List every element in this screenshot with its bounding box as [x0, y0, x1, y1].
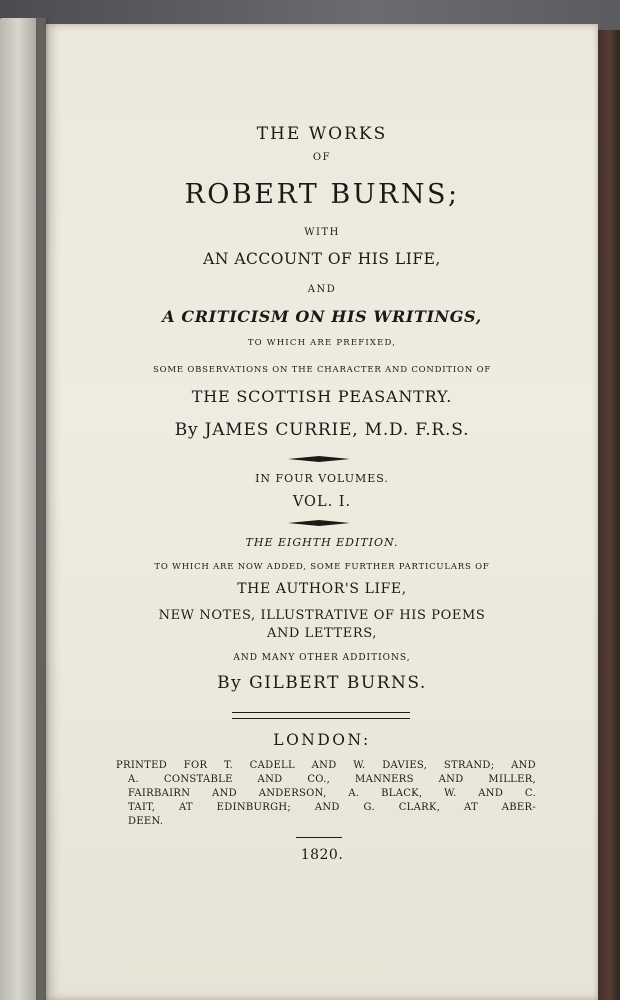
volume-number: VOL. I.: [292, 494, 352, 510]
line-and: AND: [307, 284, 337, 295]
publication-year: 1820.: [300, 847, 344, 863]
imprint-line: A. CONSTABLE AND CO., MANNERS AND MILLER,: [128, 774, 536, 785]
account-of-life: AN ACCOUNT OF HIS LIFE,: [203, 250, 441, 268]
editor-line: By JAMES CURRIE, M.D. F.R.S.: [174, 420, 470, 440]
author-name: ROBERT BURNS;: [184, 179, 460, 210]
heading-of: OF: [312, 152, 332, 163]
imprint-block: [116, 759, 536, 829]
imprint-line: TAIT, AT EDINBURGH; AND G. CLARK, AT ABER-: [128, 802, 536, 813]
short-rule: [296, 837, 342, 838]
imprint-line: FAIRBAIRN AND ANDERSON, A. BLACK, W. AND C.: [128, 788, 536, 799]
line-with: WITH: [304, 227, 340, 238]
ornamental-rule: [288, 520, 350, 526]
second-editor-line: By GILBERT BURNS.: [217, 673, 427, 693]
title-page: [46, 24, 598, 1000]
prefixed-line: TO WHICH ARE PREFIXED,: [247, 338, 397, 348]
imprint-line: DEEN.: [128, 816, 164, 827]
authors-life-line: THE AUTHOR'S LIFE,: [237, 581, 407, 597]
imprint-city: LONDON:: [273, 731, 371, 749]
imprint-line: PRINTED FOR T. CADELL AND W. DAVIES, STRAND; AND: [116, 760, 536, 771]
edition-line: THE EIGHTH EDITION.: [245, 536, 399, 549]
peasantry-line: THE SCOTTISH PEASANTRY.: [191, 387, 453, 406]
volumes-line: IN FOUR VOLUMES.: [255, 472, 389, 485]
criticism-line: A CRITICISM ON HIS WRITINGS,: [162, 307, 482, 326]
new-notes-line-2: AND LETTERS,: [266, 626, 378, 641]
other-additions-line: AND MANY OTHER ADDITIONS,: [233, 653, 411, 663]
heading-the-works: THE WORKS: [256, 124, 388, 144]
ornamental-rule: [288, 456, 350, 462]
double-rule: [232, 712, 410, 719]
observations-line: SOME OBSERVATIONS ON THE CHARACTER AND CONDITION OF: [152, 365, 492, 375]
additions-intro: TO WHICH ARE NOW ADDED, SOME FURTHER PARTICULARS OF: [154, 562, 490, 572]
new-notes-line-1: NEW NOTES, ILLUSTRATIVE OF HIS POEMS: [158, 608, 486, 623]
spine-shadow: [36, 18, 50, 1000]
